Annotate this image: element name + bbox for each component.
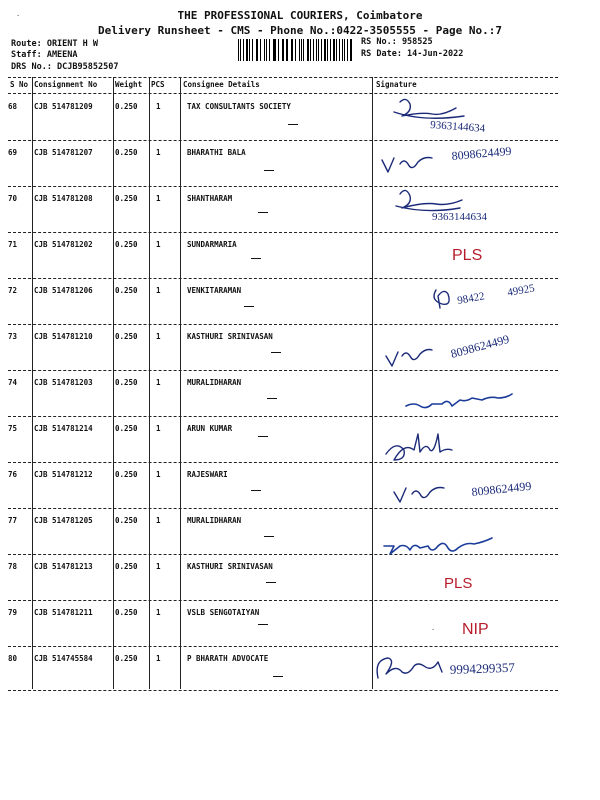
row-pcs: 1 [156, 240, 161, 249]
barcode-bar [316, 39, 317, 61]
row-pcs: 1 [156, 654, 161, 663]
col-pcs-header: PCS [151, 80, 165, 89]
col-weight-header: Weight [115, 80, 143, 89]
barcode-bar [321, 39, 322, 61]
barcode-bar [307, 39, 309, 61]
barcode-bar [303, 39, 304, 61]
row-weight: 0.250 [115, 516, 138, 525]
signature-row-77 [384, 538, 492, 554]
row-sno: 72 [8, 286, 18, 295]
row-weight: 0.250 [115, 148, 138, 157]
tick-mark [264, 536, 274, 537]
signature-row-71 [452, 247, 482, 264]
barcode-bar [269, 39, 270, 61]
svg-text:9363144634: 9363144634 [432, 211, 487, 223]
staff-label: Staff: AMEENA [11, 50, 78, 60]
barcode-bar [282, 39, 283, 61]
row-consignee: MURALIDHARAN [187, 378, 242, 387]
row-pcs: 1 [156, 424, 161, 433]
svg-text:8098624499: 8098624499 [451, 143, 513, 163]
tick-mark [244, 306, 254, 307]
row-pcs: 1 [156, 470, 161, 479]
row-sno: 76 [8, 470, 18, 479]
barcode-bar [273, 39, 274, 61]
row-weight: 0.250 [115, 424, 138, 433]
row-pcs: 1 [156, 286, 161, 295]
row-pcs: 1 [156, 516, 161, 525]
row-consignment: CJB 514781205 [34, 516, 93, 525]
row-consignment: CJB 514781210 [34, 332, 93, 341]
tick-mark [251, 258, 261, 259]
svg-text:9994299357: 9994299357 [449, 659, 516, 677]
barcode-bar [283, 39, 284, 61]
barcode-bar [344, 39, 345, 61]
barcode-bar [240, 39, 241, 61]
barcode-bar [278, 39, 279, 61]
barcode-bar [238, 39, 239, 61]
row-weight: 0.250 [115, 654, 138, 663]
route-label: Route: ORIENT H W [11, 39, 98, 49]
barcode-bar [330, 39, 331, 61]
svg-text:49925: 49925 [506, 282, 536, 299]
row-weight: 0.250 [115, 194, 138, 203]
barcode-bar [266, 39, 268, 61]
row-consignee: TAX CONSULTANTS SOCIETY [187, 102, 291, 111]
barcode-bar [299, 39, 300, 61]
row-pcs: 1 [156, 332, 161, 341]
tick-mark [271, 352, 281, 353]
row-weight: 0.250 [115, 240, 138, 249]
row-pcs: 1 [156, 562, 161, 571]
barcode-bar [327, 39, 328, 61]
row-consignee: RAJESWARI [187, 470, 228, 479]
row-consignment: CJB 514745584 [34, 654, 93, 663]
tick-mark [258, 212, 268, 213]
document-subtitle: Delivery Runsheet - CMS - Phone No.:0422-3505555 - Page No.:7 [98, 24, 502, 37]
signature-row-80 [377, 658, 515, 678]
row-weight: 0.250 [115, 470, 138, 479]
row-consignee: ARUN KUMAR [187, 424, 233, 433]
row-sno: 71 [8, 240, 18, 249]
svg-text:8098624499: 8098624499 [449, 331, 511, 361]
row-sno: 70 [8, 194, 18, 203]
document-title: THE PROFESSIONAL COURIERS, Coimbatore [177, 9, 423, 22]
row-consignment: CJB 514781202 [34, 240, 93, 249]
barcode-bar [350, 39, 352, 61]
tick-mark [264, 170, 274, 171]
col-consignee-header: Consignee Details [183, 80, 260, 89]
signature-row-73 [386, 332, 511, 366]
barcode-bar [252, 39, 253, 61]
row-consignee: VSLB SENGOTAIYAN [187, 608, 260, 617]
row-sno: 77 [8, 516, 18, 525]
rs-number: RS No.: 958525 [361, 37, 433, 47]
barcode-bar [310, 39, 311, 61]
signature-row-70 [396, 190, 488, 223]
row-sno: 68 [8, 102, 18, 111]
signature-row-72 [434, 282, 536, 308]
row-pcs: 1 [156, 148, 161, 157]
row-weight: 0.250 [115, 332, 138, 341]
row-sno: 69 [8, 148, 18, 157]
svg-text:PLS: PLS [452, 247, 483, 264]
svg-text:8098624499: 8098624499 [470, 478, 532, 499]
barcode-bar [274, 39, 275, 61]
barcode-bar [301, 39, 302, 61]
tick-mark [273, 676, 283, 677]
barcode [238, 39, 353, 61]
svg-text:9363144634: 9363144634 [429, 119, 486, 135]
col-signature-header: Signature [376, 80, 417, 89]
row-consignee: MURALIDHARAN [187, 516, 242, 525]
barcode-bar [249, 39, 250, 61]
barcode-bar [256, 39, 257, 61]
row-weight: 0.250 [115, 286, 138, 295]
signature-row-75 [386, 434, 452, 460]
row-consignment: CJB 514781203 [34, 378, 93, 387]
row-consignment: CJB 514781212 [34, 470, 93, 479]
barcode-bar [347, 39, 348, 61]
barcode-bar [339, 39, 340, 61]
row-pcs: 1 [156, 378, 161, 387]
tick-mark [258, 624, 268, 625]
row-sno: 73 [8, 332, 18, 341]
table-bottom-rule [8, 690, 558, 691]
row-consignee: SHANTHARAM [187, 194, 233, 203]
row-sno: 80 [8, 654, 18, 663]
scan-speck: · [16, 12, 21, 20]
barcode-bar [342, 39, 343, 61]
barcode-bar [336, 39, 337, 61]
col-sno-header: S No [10, 80, 29, 89]
barcode-bar [291, 39, 292, 61]
tick-mark [267, 398, 277, 399]
tick-mark [258, 436, 268, 437]
col-consignment-header: Consignment No [34, 80, 98, 89]
row-consignment: CJB 514781213 [34, 562, 93, 571]
row-weight: 0.250 [115, 102, 138, 111]
barcode-bar [318, 39, 319, 61]
row-sno: 74 [8, 378, 18, 387]
scan-speck: · [431, 626, 436, 634]
row-weight: 0.250 [115, 562, 138, 571]
tick-mark [266, 582, 276, 583]
barcode-bar [257, 39, 258, 61]
tick-mark [288, 124, 298, 125]
svg-text:NIP: NIP [462, 621, 489, 638]
signature-row-68 [394, 99, 486, 134]
barcode-bar [292, 39, 293, 61]
barcode-bar [264, 39, 265, 61]
row-weight: 0.250 [115, 378, 138, 387]
barcode-bar [286, 39, 288, 61]
row-consignment: CJB 514781206 [34, 286, 93, 295]
row-pcs: 1 [156, 102, 161, 111]
barcode-bar [333, 39, 335, 61]
svg-text:98422: 98422 [456, 290, 486, 307]
signature-area [372, 94, 562, 690]
row-sno: 78 [8, 562, 18, 571]
barcode-bar [295, 39, 296, 61]
row-consignee: P BHARATH ADVOCATE [187, 654, 269, 663]
row-sno: 79 [8, 608, 18, 617]
row-consignee: KASTHURI SRINIVASAN [187, 562, 273, 571]
row-consignment: CJB 514781214 [34, 424, 93, 433]
drs-number: DRS No.: DCJB95852507 [11, 62, 119, 72]
barcode-bar [313, 39, 314, 61]
row-consignee: VENKITARAMAN [187, 286, 242, 295]
rs-date: RS Date: 14-Jun-2022 [361, 49, 464, 59]
row-pcs: 1 [156, 194, 161, 203]
row-consignee: SUNDARMARIA [187, 240, 237, 249]
signature-row-76 [394, 479, 532, 502]
row-pcs: 1 [156, 608, 161, 617]
svg-text:PLS: PLS [444, 575, 473, 592]
row-consignment: CJB 514781209 [34, 102, 93, 111]
signature-row-74 [406, 394, 512, 408]
row-consignee: BHARATHI BALA [187, 148, 246, 157]
signature-row-78 [444, 575, 472, 592]
barcode-bar [246, 39, 248, 61]
tick-mark [251, 490, 261, 491]
row-sno: 75 [8, 424, 18, 433]
row-weight: 0.250 [115, 608, 138, 617]
table-header [8, 77, 558, 93]
barcode-bar [324, 39, 325, 61]
row-consignment: CJB 514781211 [34, 608, 93, 617]
row-consignment: CJB 514781208 [34, 194, 93, 203]
row-consignee: KASTHURI SRINIVASAN [187, 332, 273, 341]
signature-row-79 [462, 621, 489, 638]
barcode-bar [243, 39, 244, 61]
row-consignment: CJB 514781207 [34, 148, 93, 157]
signature-row-69 [382, 144, 512, 172]
barcode-bar [260, 39, 261, 61]
